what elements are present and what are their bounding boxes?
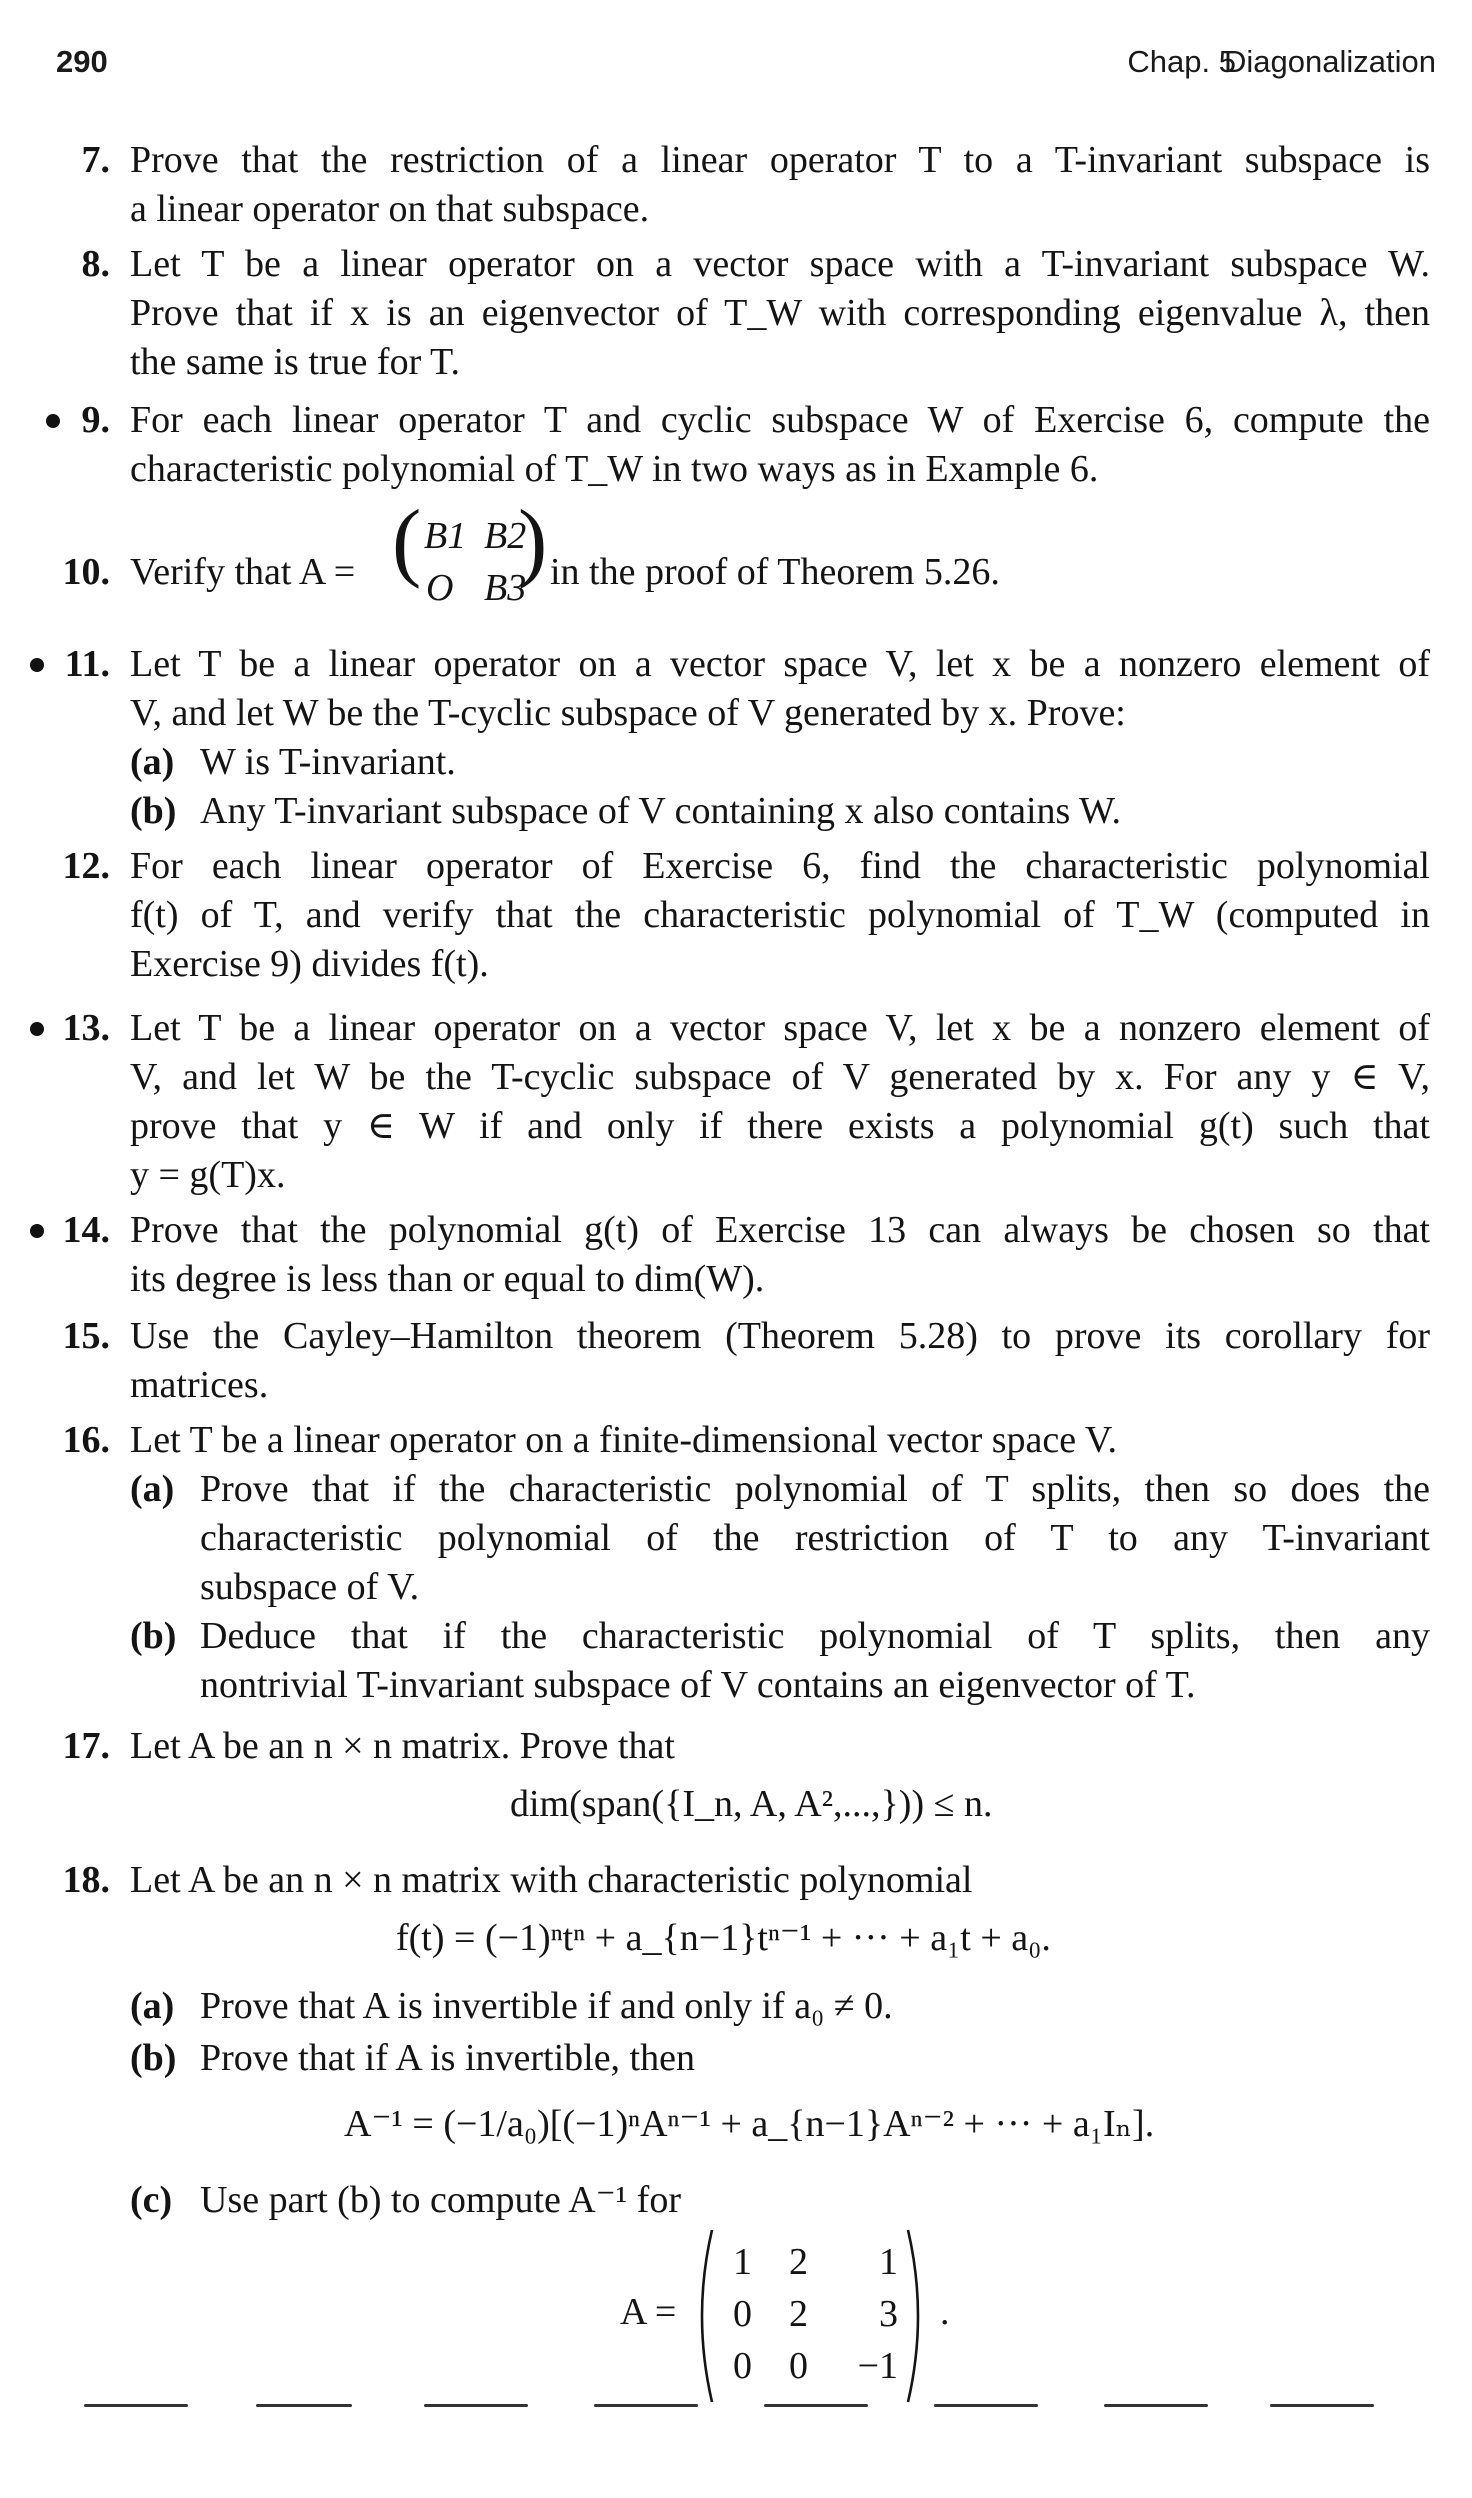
matrix-cell: 0	[733, 2293, 752, 2335]
part-a	[130, 1982, 1430, 2031]
text-line: nontrivial T-invariant subspace of V contains an eigenvector of T.	[200, 1664, 1196, 1706]
part-text: W is T-invariant.	[200, 741, 456, 783]
part-text: Prove that if A is invertible, then	[200, 2037, 695, 2079]
part-a	[130, 738, 1430, 787]
matrix-cell: 0	[789, 2345, 808, 2387]
left-paren: (	[392, 493, 422, 590]
text-after-matrix: in the proof of Theorem 5.26.	[550, 551, 1000, 593]
footer-rule	[1270, 2404, 1374, 2407]
text-line: V, and let W be the T-cyclic subspace of V generated by x. Prove:	[130, 692, 1126, 734]
matrix-cell: 2	[789, 2293, 808, 2335]
text-line: Let T be a linear operator on a vector space V, let x be a nonzero element of	[130, 643, 1430, 685]
exercise-number: 13.	[62, 1007, 110, 1049]
text-line: its degree is less than or equal to dim(W).	[130, 1258, 765, 1300]
text-line: characteristic polynomial of the restriction of T to any T-invariant	[200, 1517, 1430, 1559]
text-line: Let A be an n × n matrix. Prove that	[130, 1725, 675, 1767]
text-line: For each linear operator of Exercise 6, find the characteristic polynomial	[130, 845, 1430, 887]
exercise-text	[130, 136, 1430, 234]
exercise-text	[130, 1416, 1430, 1710]
section-title: Diagonalization	[1224, 44, 1436, 79]
exercise-text	[130, 1312, 1430, 1410]
exercise-number: 8.	[81, 243, 110, 285]
part-text: Prove that A is invertible if and only if a₀ ≠ 0.	[200, 1985, 893, 2027]
text-line: characteristic polynomial of T_W in two ways as in Example 6.	[130, 448, 1099, 490]
exercise-text	[130, 240, 1430, 387]
text-line: subspace of V.	[200, 1566, 420, 1608]
part-b	[130, 2034, 1430, 2083]
exercise-number: 9.	[81, 399, 110, 441]
exercise-text	[130, 1722, 1430, 1825]
exercise-number: 16.	[62, 1419, 110, 1461]
right-paren	[902, 2226, 932, 2406]
text-line: Prove that if x is an eigenvector of T_W with corresponding eigenvalue λ, then	[130, 292, 1430, 334]
exercise-text	[130, 640, 1430, 836]
matrix-cell: −1	[857, 2345, 898, 2387]
part-label: (c)	[130, 2179, 173, 2221]
text-line: Prove that the restriction of a linear operator T to a T-invariant subspace is	[130, 139, 1430, 181]
text-line: a linear operator on that subspace.	[130, 188, 650, 230]
exercise-number: 18.	[62, 1859, 110, 1901]
text-line: the same is true for T.	[130, 341, 460, 383]
exercise-number: 10.	[62, 551, 110, 593]
text-line: For each linear operator T and cyclic subspace W of Exercise 6, compute the	[130, 399, 1430, 441]
part-text: Any T-invariant subspace of V containing x also contains W.	[200, 790, 1122, 832]
matrix-lhs: A =	[620, 2291, 677, 2333]
text-line: y = g(T)x.	[130, 1154, 286, 1196]
text-line: Let T be a linear operator on a vector space with a T-invariant subspace W.	[130, 243, 1430, 285]
part-text: Use part (b) to compute A⁻¹ for	[200, 2179, 681, 2221]
matrix-cell: 0	[733, 2345, 752, 2387]
part-label: (b)	[130, 2037, 177, 2079]
exercise-text	[130, 1206, 1430, 1304]
display-formula: dim(span({I_n, A, A²,...,})) ≤ n.	[510, 1783, 993, 1825]
matrix-cell: B2	[484, 515, 527, 557]
matrix-3x3	[688, 2226, 948, 2406]
footer-rule	[424, 2404, 528, 2407]
page-number: 290	[56, 44, 108, 79]
matrix-period: .	[940, 2291, 950, 2333]
text-line: prove that y ∈ W if and only if there exists a polynomial g(t) such that	[130, 1105, 1430, 1147]
part-c	[130, 2176, 1430, 2225]
part-b	[130, 1612, 1430, 1710]
right-paren: )	[518, 493, 548, 590]
part-label: (a)	[130, 1468, 175, 1510]
block-matrix	[392, 493, 548, 622]
part-a	[130, 1465, 1430, 1612]
exercise-number: 12.	[62, 845, 110, 887]
exercise-number: 7.	[81, 139, 110, 181]
part-label: (b)	[130, 1615, 177, 1657]
text-line: Prove that the polynomial g(t) of Exercise 13 can always be chosen so that	[130, 1209, 1430, 1251]
matrix-cell: 2	[789, 2241, 808, 2283]
text-line: Prove that if the characteristic polynomial of T splits, then so does the	[200, 1468, 1430, 1510]
footer-rule	[594, 2404, 698, 2407]
footer-rule	[764, 2404, 868, 2407]
exercise-number: 15.	[62, 1315, 110, 1357]
footer-rule	[256, 2404, 352, 2407]
display-formula: A⁻¹ = (−1/a₀)[(−1)ⁿAⁿ⁻¹ + a_{n−1}Aⁿ⁻² + ··· + a₁Iₙ].	[344, 2103, 1155, 2145]
display-formula: f(t) = (−1)ⁿtⁿ + a_{n−1}tⁿ⁻¹ + ··· + a₁t + a₀.	[396, 1917, 1051, 1959]
running-header	[56, 44, 1436, 84]
exercise-text	[130, 1004, 1430, 1200]
matrix-cell: B3	[484, 567, 527, 609]
matrix-cell: O	[426, 567, 454, 609]
footer-rule	[934, 2404, 1038, 2407]
exercise-text	[130, 1856, 1430, 2387]
part-text	[200, 1465, 1430, 1612]
text-line: V, and let W be the T-cyclic subspace of V generated by x. For any y ∈ V,	[130, 1056, 1430, 1098]
text-line: matrices.	[130, 1364, 269, 1406]
matrix-cell: 1	[733, 2241, 752, 2283]
part-label: (a)	[130, 741, 175, 783]
chapter-label: Chap. 5	[1127, 44, 1236, 79]
matrix-cell: B1	[424, 515, 467, 557]
text-line: Deduce that if the characteristic polynomial of T splits, then any	[200, 1615, 1430, 1657]
text-before-matrix: Verify that A =	[130, 551, 356, 593]
text-line: Exercise 9) divides f(t).	[130, 943, 489, 985]
part-label: (a)	[130, 1985, 175, 2027]
text-line: Let T be a linear operator on a vector space V, let x be a nonzero element of	[130, 1007, 1430, 1049]
text-line: Let T be a linear operator on a finite-dimensional vector space V.	[130, 1419, 1117, 1461]
exercise-number: 14.	[62, 1209, 110, 1251]
part-b	[130, 787, 1430, 836]
exercise-text	[130, 842, 1430, 989]
part-text	[200, 1612, 1430, 1710]
exercise-number: 11.	[64, 643, 110, 685]
exercise-text	[130, 396, 1430, 494]
footer-rule	[1104, 2404, 1208, 2407]
text-line: f(t) of T, and verify that the characteristic polynomial of T_W (computed in	[130, 894, 1430, 936]
part-label: (b)	[130, 790, 177, 832]
text-line: Let A be an n × n matrix with characteristic polynomial	[130, 1859, 973, 1901]
text-line: Use the Cayley–Hamilton theorem (Theorem 5.28) to prove its corollary for	[130, 1315, 1430, 1357]
footer-rule	[84, 2404, 188, 2407]
exercise-number: 17.	[62, 1725, 110, 1767]
matrix-cell: 3	[879, 2293, 898, 2335]
matrix-cell: 1	[879, 2241, 898, 2283]
